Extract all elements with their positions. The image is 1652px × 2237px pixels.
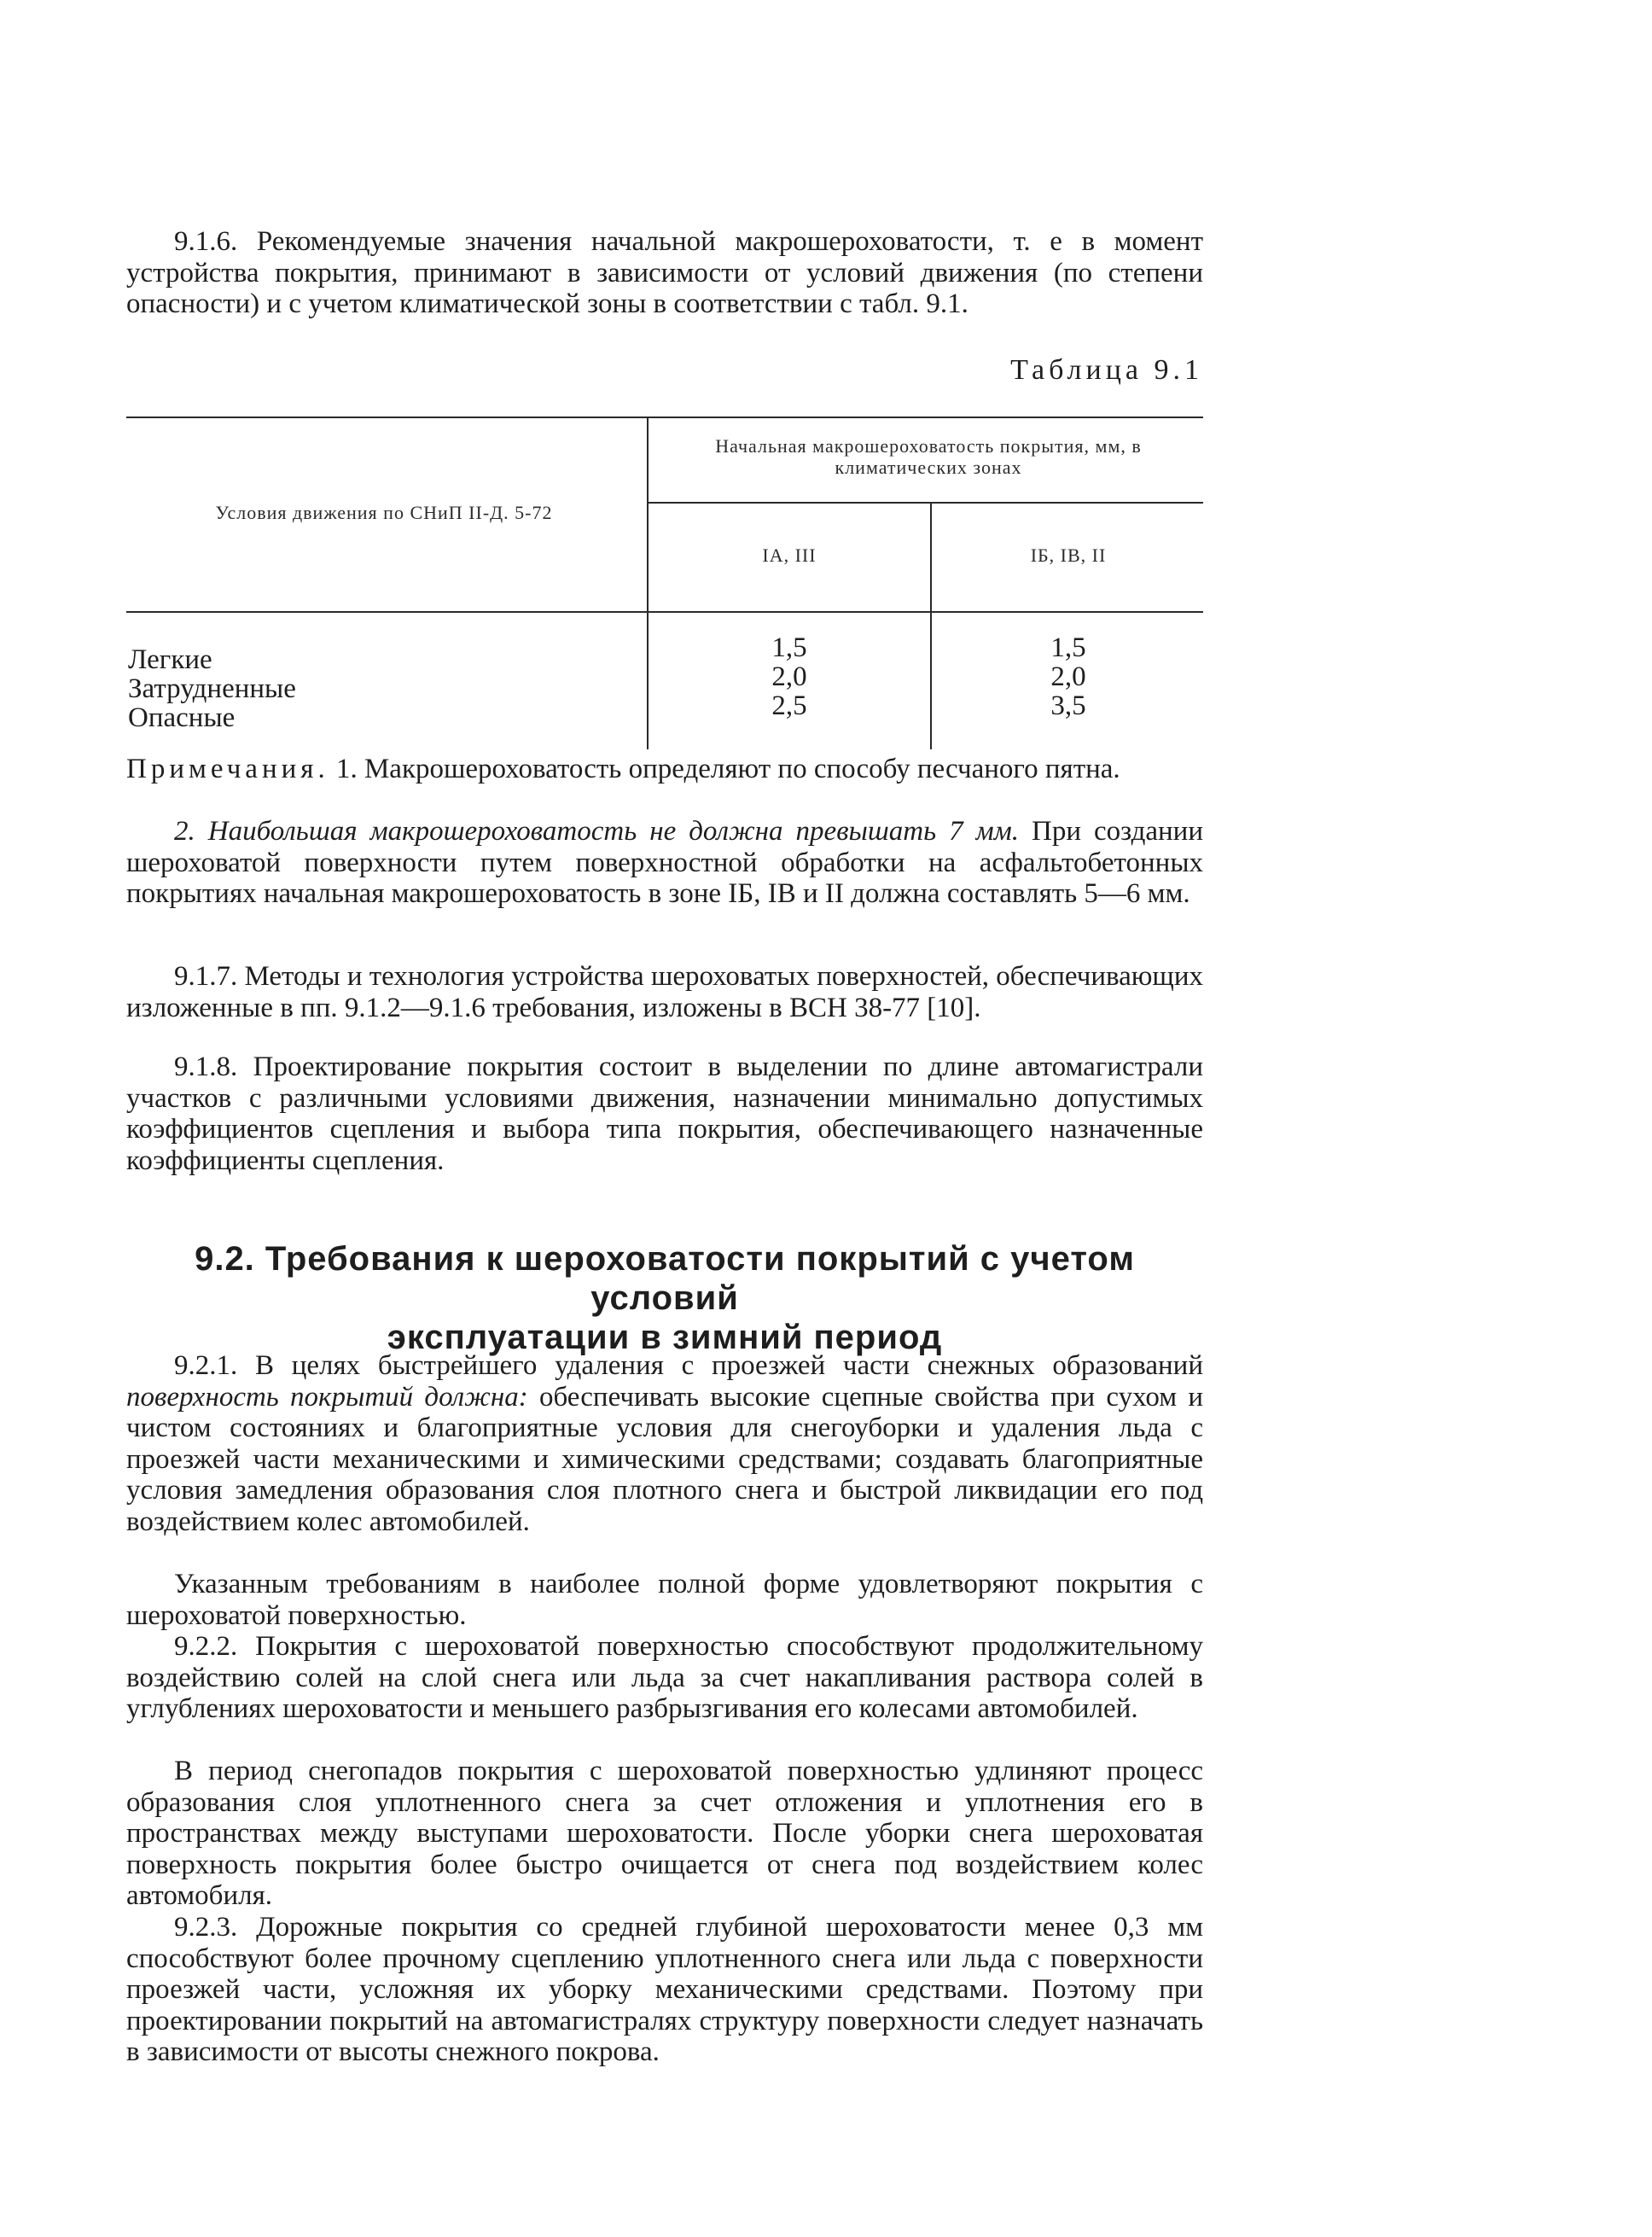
table-caption: Таблица 9.1 [1010, 354, 1203, 386]
note-1: 1. Макрошероховатость определяют по способу песчаного пятна. [335, 754, 1120, 784]
section-heading-line-1: 9.2. Требования к шероховатости покрытий с учетом условий [195, 1240, 1135, 1317]
paragraph-9-2-2: 9.2.2. Покрытия с шероховатой поверхностью способствуют продолжительному воздействию солей на слой снега или льда за счет накапливания раствора солей в углублениях шероховатости и меньшего разбрызгивания его колесами автомобилей. [126, 1631, 1203, 1724]
table-divider-1 [647, 417, 649, 749]
table-header-conditions: Условия движения по СНиП II-Д. 5-72 [215, 502, 553, 523]
table-header-zone-b: IБ, IВ, II [1030, 545, 1107, 566]
paragraph-9-2-1-rest: обеспечивать высокие сцепные свойства при сухом и чистом состояниях и благоприятные условия для снегоуборки и удаления льда с проезжей части механическими и химическими средствами; создавать благоприятные условия замедления образования слоя плотного снега и быстрой ликвидации его под воздействием колес автомобилей. [126, 1381, 1203, 1537]
paragraph-9-1-7: 9.1.7. Методы и технология устройства шероховатых поверхностей, обеспечивающих изложенные в пп. 9.1.2—9.1.6 требования, изложены в ВСН 38-77 [10]. [126, 961, 1203, 1023]
paragraph-9-1-6: 9.1.6. Рекомендуемые значения начальной макрошероховатости, т. е в момент устройства покрытия, принимают в зависимости от условий движения (по степени опасности) и с учетом климатической зоны в соответствии с табл. 9.1. [126, 226, 1203, 319]
paragraph-9-1-8: 9.1.8. Проектирование покрытия состоит в выделении по длине автомагистрали участков с различными условиями движения, назначении минимально допустимых коэффициентов сцепления и выбора типа покрытия, обеспечивающего назначенные коэффициенты сцепления. [126, 1052, 1203, 1176]
table-row-3-zone-a: 2,5 [771, 690, 807, 721]
table-row-3-condition: Опасные [128, 702, 236, 733]
table-group-rule [649, 502, 1203, 504]
table-row-1-zone-a: 1,5 [771, 632, 807, 663]
table-row-2-zone-a: 2,0 [771, 661, 807, 692]
note-2-italic: 2. Наибольшая макрошероховатость не должна превышать 7 мм. [174, 816, 1019, 847]
paragraph-snowfall: В период снегопадов покрытия с шероховатой поверхностью удлиняют процесс образования слоя уплотненного снега за счет отложения и уплотнения его в пространствах между выступами шероховатости. После уборки снега шероховатая поверхность покрытия более быстро очищается от снега под воздействием колес автомобиля. [126, 1756, 1203, 1911]
paragraph-9-2-1-italic: поверхность покрытий должна: [126, 1381, 528, 1413]
table-row-2-condition: Затрудненные [128, 673, 296, 704]
table-row-1-condition: Легкие [128, 644, 212, 675]
table-divider-2 [930, 504, 932, 749]
table-row-1-zone-b: 1,5 [1050, 632, 1086, 663]
table-header-group: Начальная макрошероховатость покрытия, мм, в климатических зонах [715, 435, 1142, 478]
section-heading-line-2: эксплуатации в зимний период [387, 1319, 943, 1356]
section-heading-9-2 [126, 1239, 1203, 1357]
table-top-rule [126, 417, 1203, 418]
paragraph-9-2-1-start: 9.2.1. В целях быстрейшего удаления с проезжей части снежных образований [174, 1350, 1203, 1381]
table-header-rule [126, 611, 1203, 613]
notes-block [126, 754, 1203, 785]
table-row-2-zone-b: 2,0 [1050, 661, 1086, 692]
paragraph-indicated-requirements: Указанным требованиям в наиболее полной форме удовлетворяют покрытия с шероховатой поверхностью. [126, 1569, 1203, 1631]
paragraph-9-2-1 [126, 1350, 1203, 1537]
table-row-3-zone-b: 3,5 [1050, 690, 1086, 721]
note-2 [126, 816, 1203, 910]
notes-label: Примечания. [126, 754, 329, 784]
paragraph-9-2-3: 9.2.3. Дорожные покрытия со средней глубиной шероховатости менее 0,3 мм способствуют более прочному сцеплению уплотненного снега или льда с поверхности проезжей части, усложняя их уборку механическими средствами. Поэтому при проектировании покрытий на автомагистралях структуру поверхности следует назначать в зависимости от высоты снежного покрова. [126, 1912, 1203, 2067]
table-header-zone-a: IА, III [762, 545, 817, 566]
note-2-text: При создании шероховатой поверхности путем поверхностной обработки на асфальтобетонных покрытиях начальная макрошероховатость в зоне IБ, IВ и II должна составлять 5—6 мм. [126, 816, 1203, 909]
